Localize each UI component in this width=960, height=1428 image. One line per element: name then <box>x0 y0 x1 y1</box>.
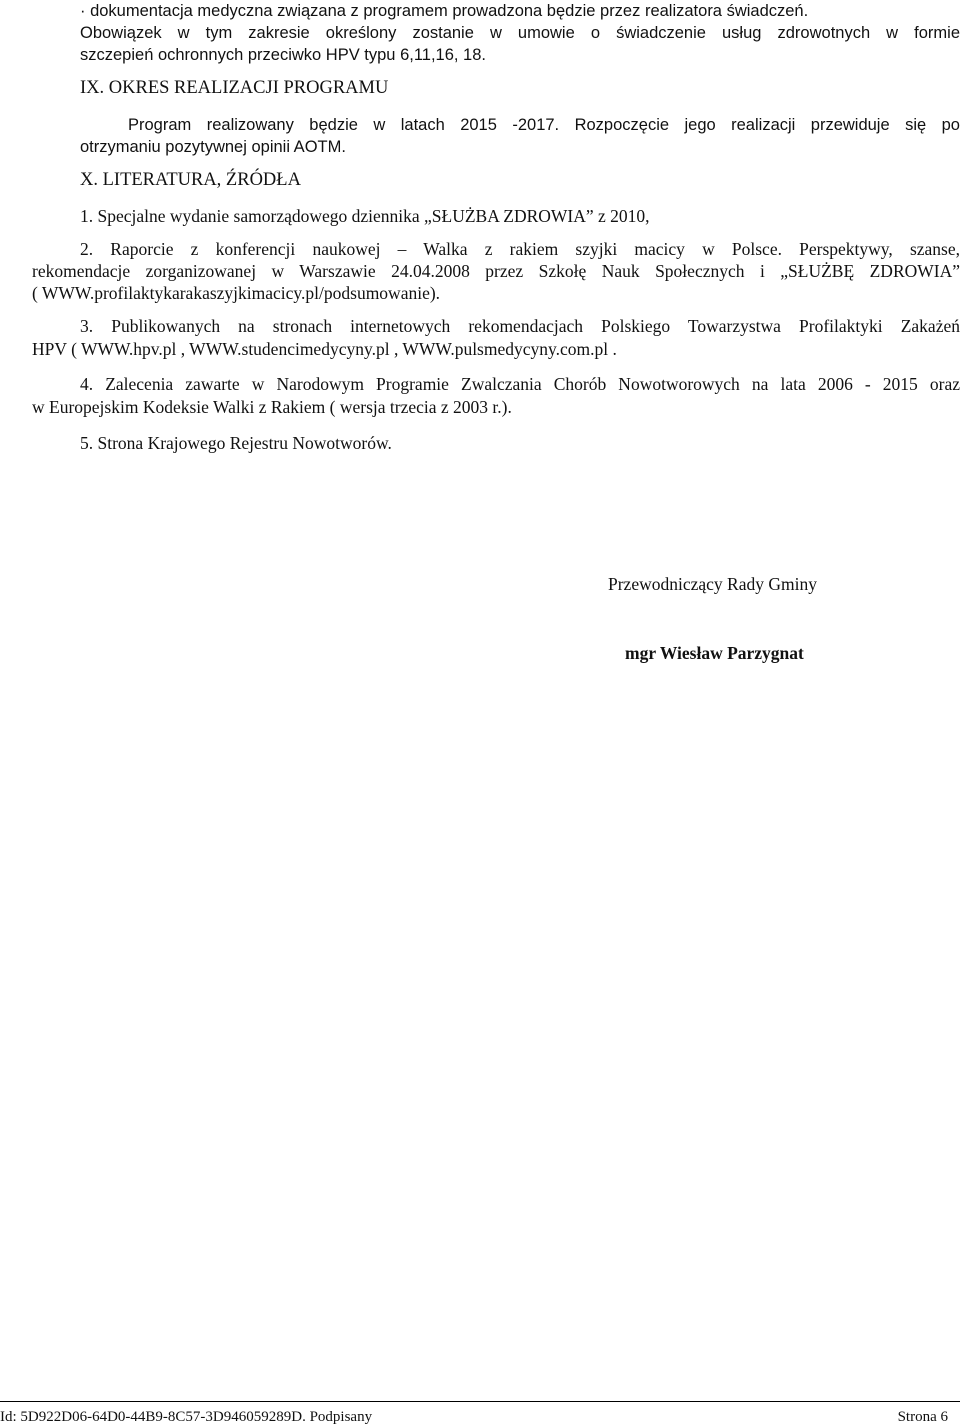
text-line: · dokumentacja medyczna związana z programem prowadzona będzie przez realizatora świadczeń. <box>80 2 809 20</box>
literature-item-5: 5. Strona Krajowego Rejestru Nowotworów. <box>80 433 392 453</box>
literature-item-3-line-2: HPV ( WWW.hpv.pl , WWW.studencimedycyny.pl , WWW.pulsmedycyny.com.pl . <box>32 339 617 359</box>
section-ix-para-line-2: otrzymaniu pozytywnej opinii AOTM. <box>80 138 346 156</box>
literature-item-1: 1. Specjalne wydanie samorządowego dziennika „SŁUŻBA ZDROWIA” z 2010, <box>80 206 650 226</box>
literature-item-2-line-2: rekomendacje zorganizowanej w Warszawie 24.04.2008 przez Szkołę Nauk Społecznych i „SŁUŻBĘ ZDROWIA” <box>32 261 960 281</box>
page-number: Strona 6 <box>897 1409 948 1425</box>
literature-item-4-line-2: w Europejskim Kodeksie Walki z Rakiem ( wersja trzecia z 2003 r.). <box>32 397 512 417</box>
literature-item-3-line-1: 3. Publikowanych na stronach internetowych rekomendacjach Polskiego Towarzystwa Profilaktyki Zakażeń <box>80 316 960 336</box>
literature-item-2-line-3: ( WWW.profilaktykarakaszyjkimacicy.pl/podsumowanie). <box>32 283 441 303</box>
bullet-line-2: Obowiązek w tym zakresie określony zostanie w umowie o świadczenie usług zdrowotnych w formie <box>80 24 960 42</box>
section-ix-para-line-1: Program realizowany będzie w latach 2015 -2017. Rozpoczęcie jego realizacji przewiduje się po <box>128 116 960 134</box>
bullet-line-3: szczepień ochronnych przeciwko HPV typu 6,11,16, 18. <box>80 46 486 64</box>
document-id: Id: 5D922D06-64D0-44B9-8C57-3D946059289D. Podpisany <box>0 1409 373 1425</box>
signature-title: Przewodniczący Rady Gminy <box>608 574 817 594</box>
section-ix-heading: IX. OKRES REALIZACJI PROGRAMU <box>80 78 389 98</box>
bullet-line-1 <box>80 0 960 22</box>
section-x-heading: X. LITERATURA, ŹRÓDŁA <box>80 170 301 190</box>
literature-item-4-line-1: 4. Zalecenia zawarte w Narodowym Programie Zwalczania Chorób Nowotworowych na lata 2006 - 2015 oraz <box>80 374 960 394</box>
signature-name: mgr Wiesław Parzygnat <box>625 643 804 663</box>
literature-item-2-line-1: 2. Raporcie z konferencji naukowej – Walka z rakiem szyjki macicy w Polsce. Perspektywy, szanse, <box>80 239 960 259</box>
footer-divider <box>0 1401 960 1402</box>
